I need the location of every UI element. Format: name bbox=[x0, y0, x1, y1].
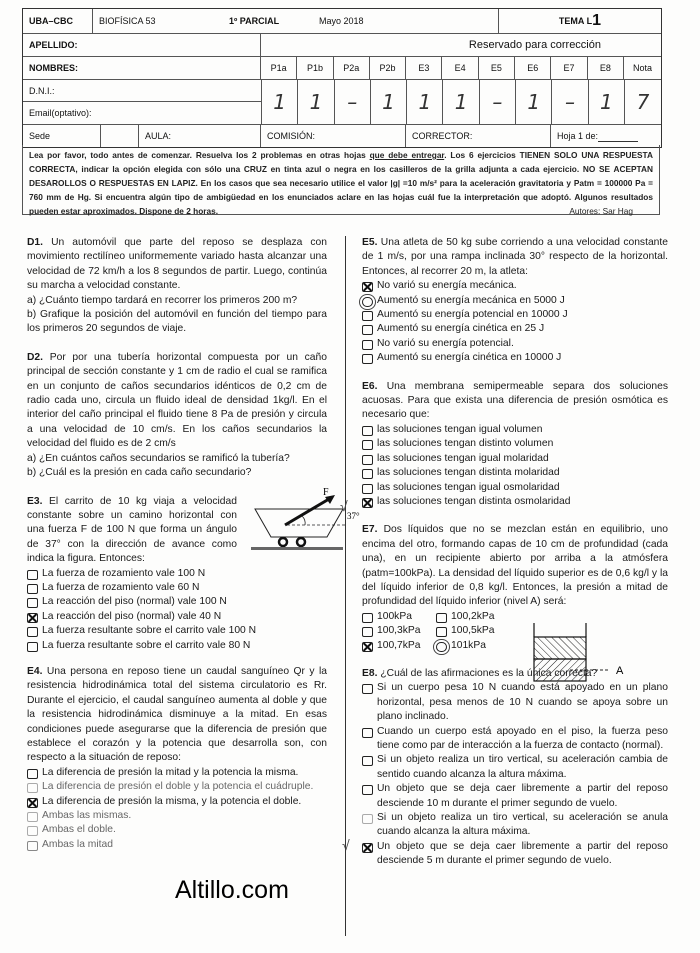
authors: Autores: Sar Hag bbox=[569, 206, 633, 216]
checkbox[interactable] bbox=[436, 627, 447, 637]
checkbox[interactable] bbox=[362, 756, 373, 766]
checkbox-checked[interactable] bbox=[27, 798, 38, 808]
checkbox[interactable] bbox=[27, 783, 38, 793]
e3-option[interactable]: La fuerza de rozamiento vale 100 N bbox=[27, 567, 327, 581]
checkbox[interactable] bbox=[362, 455, 373, 465]
grade-value: – bbox=[552, 80, 588, 124]
grade-value: 1 bbox=[443, 80, 479, 124]
checkbox-checked[interactable] bbox=[362, 498, 373, 508]
grade-value: – bbox=[480, 80, 516, 124]
e4-option[interactable]: Ambas las mismas. bbox=[27, 809, 327, 823]
cart-figure bbox=[247, 485, 367, 555]
e5-option[interactable]: Aumentó su energía cinética en 25 J bbox=[362, 322, 668, 336]
checkbox-checked[interactable] bbox=[362, 642, 373, 652]
question-e8: E8. ¿Cuál de las afirmaciones es la única correcta? Si un cuerpo pesa 10 N cuando está apoyado en un plano horizontal, pesa menos de 10 N cuando se apoya sobre un plano inclinado. Cuando un cuerpo está apoyado en el piso, la fuerza peso tiene como par de interacción a la fuerza de contacto (normal). Si un objeto realiza un tiro vertical, su aceleración cambia de sentido cuando alcanza la altura máxima. Un objeto que se deja caer libremente a partir del reposo desciende 10 m durante el primer segundo de vuelo. Si un objeto realiza un tiro vertical, su aceleración se anula cuando alcanza la altura máxima. Un objeto que se deja caer libremente a partir del reposo desciende 5 m durante el primer segundo de vuelo. √ bbox=[362, 667, 668, 869]
e5-option-circled[interactable]: Aumentó su energía mecánica en 5000 J bbox=[362, 294, 668, 308]
e5-option[interactable]: No varió su energía potencial. bbox=[362, 337, 668, 351]
sede-value[interactable] bbox=[101, 125, 139, 147]
checkbox[interactable] bbox=[362, 311, 373, 321]
grade-value: 1 bbox=[262, 80, 298, 124]
checkbox[interactable] bbox=[27, 584, 38, 594]
grade-col-header: P2b bbox=[370, 57, 406, 79]
e4-option-selected[interactable]: La diferencia de presión la misma, y la potencia el doble. bbox=[27, 795, 327, 809]
checkbox[interactable] bbox=[362, 684, 373, 694]
check-mark-icon: √ bbox=[342, 836, 350, 853]
question-d2: D2. Por por una tubería horizontal compuesta por un caño principal de sección constante y 1 cm de radio el cual se ramifica en un conjunto de caños secundarios idénticos de 0,2 cm de radio cada uno, circula un fluido ideal de densidad 1kg/l. En el interior del caño principal el fluido tiene 8 Pa de presión y circula a una velocidad de 10 cm/s. En los caños secundarios la velocidad del fluido es de 2 cm/s a) ¿En cuántos caños secundarios se ramificó la tubería? b) ¿Cuál es la presión en cada caño secundario? bbox=[27, 351, 327, 479]
checkbox[interactable] bbox=[362, 728, 373, 738]
checkbox-circled[interactable] bbox=[436, 642, 447, 652]
checkbox[interactable] bbox=[362, 426, 373, 436]
e6-option-selected[interactable]: las soluciones tengan distinta osmolaridad bbox=[362, 495, 668, 509]
question-e7: E7. Dos líquidos que no se mezclan están en equilibrio, uno encima del otro, formando capas de 10 cm de profundidad (cada una), en un recipiente abierto por arriba a la atmósfera (patm=100kPa). La densidad del líquido superior es de 0,6 kg/l y la del líquido inferior de 0,8 kg/l. Entonces, la presión a mitad de profundidad del líquido inferior (nivel A) será: 100kPa 100,2kPa 100,3kPa 100,5kPa 100,7kPa 101kPa A bbox=[362, 523, 668, 653]
checkbox[interactable] bbox=[27, 812, 38, 822]
tema bbox=[499, 9, 661, 33]
institution: UBA–CBC bbox=[23, 9, 93, 33]
e7-option-selected[interactable]: 100,7kPa bbox=[362, 639, 436, 653]
checkbox[interactable] bbox=[27, 826, 38, 836]
e6-option[interactable]: las soluciones tengan igual molaridad bbox=[362, 452, 668, 466]
hoja-blank[interactable] bbox=[598, 131, 638, 142]
e6-option[interactable]: las soluciones tengan igual osmolaridad bbox=[362, 481, 668, 495]
aula-field[interactable]: AULA: bbox=[139, 125, 261, 147]
reserved-label: Reservado para corrección bbox=[468, 39, 601, 51]
tema-value: 1 bbox=[592, 12, 601, 29]
e8-option-selected[interactable]: Un objeto que se deja caer libremente a partir del reposo desciende 5 m durante el primer segundo de vuelo. √ bbox=[342, 836, 668, 867]
hoja-label: Hoja 1 de: bbox=[557, 131, 599, 141]
grade-value: 1 bbox=[298, 80, 334, 124]
e8-option[interactable]: Si un objeto realiza un tiro vertical, su aceleración cambia de sentido cuando alcanza la altura máxima. bbox=[362, 753, 668, 782]
e8-option[interactable]: Un objeto que se deja caer libremente a partir del reposo desciende 10 m durante el primer segundo de vuelo. bbox=[362, 782, 668, 811]
checkbox[interactable] bbox=[362, 354, 373, 364]
question-e5: E5. Una atleta de 50 kg sube corriendo a una velocidad constante de 1 m/s, por una rampa inclinada 30° respecto de la horizontal. Entonces, al recorrer 20 m, la atleta: No varió su energía mecánica. Aumentó su energía mecánica en 5000 J Aumentó su energía potencial en 10000 J Aumentó su energía cinética en 25 J No varió su energía potencial. Aumentó su energía cinética en 10000 J bbox=[362, 236, 668, 366]
subject: BIOFÍSICA 53 bbox=[99, 16, 156, 26]
grade-value: 1 bbox=[371, 80, 407, 124]
e5-option[interactable]: Aumentó su energía cinética en 10000 J bbox=[362, 351, 668, 365]
check-mark-icon: √ bbox=[340, 497, 348, 514]
grade-col-header: E5 bbox=[479, 57, 515, 79]
watermark: Altillo.com bbox=[175, 876, 289, 904]
e7-option[interactable]: 100,5kPa bbox=[436, 624, 526, 638]
checkbox-circled[interactable] bbox=[362, 297, 373, 307]
checkbox[interactable] bbox=[27, 570, 38, 580]
grade-col-header: E7 bbox=[551, 57, 587, 79]
question-d1: D1. Un automóvil que parte del reposo se desplaza con movimiento rectilíneo uniformemente variado hasta alcanzar una velocidad de 72 km/h a los 8 segundos de partir. Luego, continúa su marcha a velocidad constante. a) ¿Cuánto tiempo tardará en recorrer los primeros 200 m? b) Grafique la posición del automóvil en función del tiempo para los primeros 20 segundos de viaje. bbox=[27, 237, 327, 335]
grade-value: – bbox=[335, 80, 371, 124]
e8-option[interactable]: Si un objeto realiza un tiro vertical, su aceleración se anula cuando alcanza la altura máxima. bbox=[362, 811, 668, 840]
nombres-field[interactable]: NOMBRES: bbox=[23, 57, 261, 79]
checkbox[interactable] bbox=[27, 769, 38, 779]
e3-option[interactable]: La fuerza resultante sobre el carrito vale 100 N bbox=[27, 624, 327, 638]
sede-field[interactable]: Sede bbox=[23, 125, 101, 147]
e8-option[interactable]: Si un cuerpo pesa 10 N cuando está apoyado en un plano horizontal, pesa menos de 10 N cuando se apoya sobre un plano inclinado. bbox=[362, 681, 668, 724]
comision-field[interactable]: COMISIÓN: bbox=[261, 125, 406, 147]
e3-option[interactable]: La fuerza resultante sobre el carrito vale 80 N bbox=[27, 639, 327, 653]
grade-value: 1 bbox=[407, 80, 443, 124]
dni-field[interactable]: D.N.I.: bbox=[23, 80, 261, 102]
header-table bbox=[22, 8, 662, 148]
e4-option[interactable]: La diferencia de presión la mitad y la potencia la misma. bbox=[27, 766, 327, 780]
question-e4: E4. Una persona en reposo tiene un caudal sanguíneo Qr y la resistencia hidrodinámica total del sistema circulatorio es Rr. Durante el ejercicio, el caudal sanguíneo aumenta al doble y que la resistencia hidrodinámica disminuye a la mitad. En esas condiciones puede asegurarse que la diferencia de presión que establece el corazón y la potencia que desarrolla son, con respecto a la situación de reposo: La diferencia de presión la mitad y la potencia la misma. La diferencia de presión el doble y la potencia el cuádruple. La diferencia de presión la misma, y la potencia el doble. Ambas las mismas. Ambas el doble. Ambas la mitad bbox=[27, 665, 327, 852]
level-a-label: A bbox=[616, 665, 624, 678]
tema-label: TEMA L bbox=[558, 16, 593, 26]
corrector-field[interactable]: CORRECTOR: bbox=[406, 125, 551, 147]
checkbox[interactable] bbox=[362, 627, 373, 637]
instructions: Lea por favor, todo antes de comenzar. Resuelva los 2 problemas en otras hojas que debe entregar. Los 6 ejercicios TIENEN SOLO UNA RESPUESTA CORRECTA, indicar la opción elegida con sólo una CRUZ en tinta azul o negra en los casilleros de la grilla adjunta a cada ejercicio. NO SE ACEPTAN DESAROLLOS O RESPUESTAS EN LAPIZ. En los casos que sea necesario utilice el valor |g| =10 m/s² para la aceleración gravitatoria y Patm = 100000 Pa = 760 mm de Hg. Si encuentra algún tipo de ambigüedad en los enunciados aclare en las hojas cuál fue la interpretación que adoptó. Algunos resultados pueden estar aproximados. Dispone de 2 horas. Autores: Sar Hag bbox=[22, 145, 660, 215]
checkbox[interactable] bbox=[27, 598, 38, 608]
checkbox[interactable] bbox=[362, 469, 373, 479]
e8-option[interactable]: Cuando un cuerpo está apoyado en el piso, la fuerza peso tiene como par de interacción a la fuerza de contacto (normal). bbox=[362, 725, 668, 754]
grade-col-header: E4 bbox=[442, 57, 478, 79]
grade-col-header: P1a bbox=[261, 57, 297, 79]
checkbox[interactable] bbox=[362, 785, 373, 795]
e7-option[interactable]: 100,3kPa bbox=[362, 624, 436, 638]
left-column bbox=[27, 236, 360, 864]
e7-option[interactable]: 100,2kPa bbox=[436, 610, 526, 624]
checkbox[interactable] bbox=[436, 613, 447, 623]
question-e3: E3. El carrito de 10 kg viaja a velocidad constante sobre un camino horizontal con una fuerza F de 100 N que forma un ángulo de 37° con la dirección de avance como indica la figura. Entonces: F 37° La fuerza de rozamiento vale 100 N La fuerza de rozamiento vale 60 N La reacción del piso (normal) vale 100 N La reacción del piso (normal) vale 40 N La fuerza resultante sobre el carrito vale 100 N La fuerza resultante sobre el carrito vale 80 N bbox=[27, 495, 327, 653]
hoja-field bbox=[551, 125, 661, 147]
apellido-field[interactable]: APELLIDO: bbox=[23, 34, 261, 56]
grade-col-header: E3 bbox=[406, 57, 442, 79]
e6-option[interactable]: las soluciones tengan igual volumen bbox=[362, 423, 668, 437]
e7-option[interactable]: 100kPa bbox=[362, 610, 436, 624]
question-e6: E6. Una membrana semipermeable separa dos soluciones acuosas. Para que exista una diferencia de presión osmótica es necesario que: las soluciones tengan igual volumen las soluciones tengan distinto volumen las soluciones tengan igual molaridad las soluciones tengan distinta molaridad las soluciones tengan igual osmolaridad las soluciones tengan distinta osmolaridad √ bbox=[340, 380, 668, 514]
final-grade: 7 bbox=[636, 90, 650, 114]
grade-col-header: P2a bbox=[334, 57, 370, 79]
angle-label: 37° bbox=[347, 510, 360, 521]
e4-option[interactable]: Ambas el doble. bbox=[27, 823, 327, 837]
checkbox[interactable] bbox=[27, 841, 38, 851]
grade-value: 1 bbox=[589, 80, 625, 124]
checkbox-checked[interactable] bbox=[362, 843, 373, 853]
underlined-text: que debe entregar bbox=[369, 150, 445, 160]
e4-option[interactable]: Ambas la mitad bbox=[27, 838, 327, 852]
checkbox[interactable] bbox=[362, 340, 373, 350]
checkbox-checked[interactable] bbox=[27, 613, 38, 623]
e7-option-circled[interactable]: 101kPa bbox=[436, 639, 526, 653]
force-label: F bbox=[323, 486, 329, 498]
e6-option[interactable]: las soluciones tengan distinta molaridad bbox=[362, 466, 668, 480]
email-field[interactable]: Email(optativo): bbox=[29, 108, 92, 118]
checkbox[interactable] bbox=[362, 440, 373, 450]
checkbox[interactable] bbox=[362, 325, 373, 335]
checkbox[interactable] bbox=[27, 627, 38, 637]
e6-option[interactable]: las soluciones tengan distinto volumen bbox=[362, 437, 668, 451]
grade-col-header: P1b bbox=[297, 57, 333, 79]
e3-option[interactable]: La fuerza de rozamiento vale 60 N bbox=[27, 581, 327, 595]
checkbox[interactable] bbox=[362, 613, 373, 623]
column-divider bbox=[345, 236, 346, 936]
checkbox-checked[interactable] bbox=[362, 282, 373, 292]
exam-date: Mayo 2018 bbox=[313, 9, 499, 33]
checkbox[interactable] bbox=[362, 484, 373, 494]
e5-option[interactable]: Aumentó su energía potencial en 10000 J bbox=[362, 308, 668, 322]
checkbox[interactable] bbox=[27, 642, 38, 652]
e3-option-selected[interactable]: La reacción del piso (normal) vale 40 N bbox=[27, 610, 327, 624]
grade-col-header: Nota bbox=[632, 63, 652, 73]
grade-value: 1 bbox=[516, 80, 552, 124]
e5-option-selected[interactable]: No varió su energía mecánica. bbox=[362, 279, 668, 293]
grade-col-header: E8 bbox=[588, 57, 624, 79]
e4-option[interactable]: La diferencia de presión el doble y la potencia el cuádruple. bbox=[27, 780, 327, 794]
e3-option[interactable]: La reacción del piso (normal) vale 100 N bbox=[27, 595, 327, 609]
checkbox[interactable] bbox=[362, 814, 373, 824]
exam-title: 1º PARCIAL bbox=[229, 16, 280, 26]
grade-col-header: E6 bbox=[515, 57, 551, 79]
